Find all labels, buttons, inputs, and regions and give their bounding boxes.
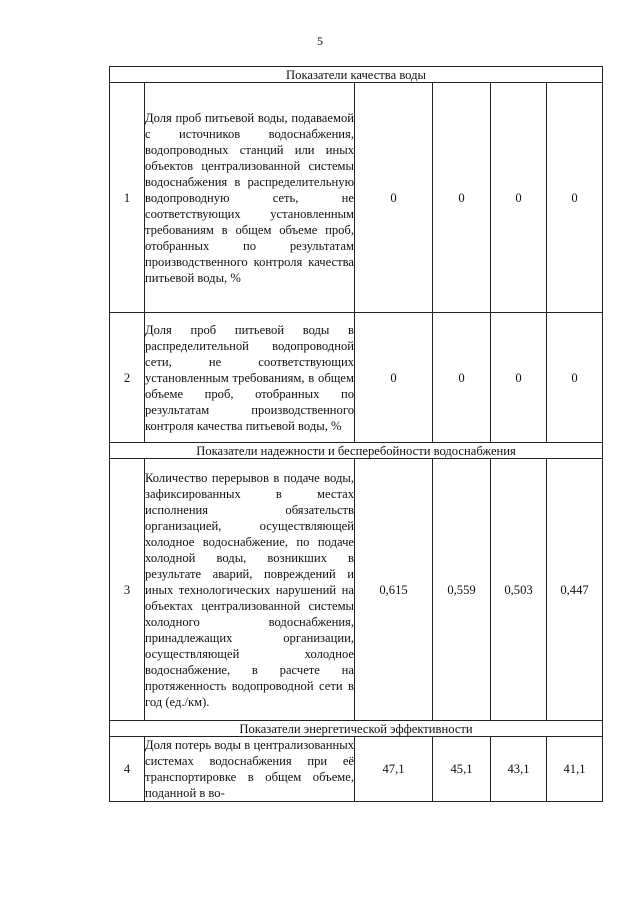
indicators-table [109, 66, 603, 802]
value-cell: 0 [491, 313, 547, 443]
value-cell: 0,615 [355, 459, 433, 721]
section-title-water-quality: Показатели качества воды [110, 67, 603, 83]
value-cell: 0 [547, 83, 603, 313]
table-row [110, 459, 603, 721]
value-cell: 0 [491, 83, 547, 313]
value-cell: 47,1 [355, 737, 433, 802]
row-number: 2 [110, 313, 145, 443]
table-row [110, 313, 603, 443]
section-header-row [110, 443, 603, 459]
section-title-reliability: Показатели надежности и бесперебойности водоснабжения [110, 443, 603, 459]
indicator-description: Доля потерь воды в централизованных системах водоснабжения при её транспортировке в общем объеме, поданной в во- [145, 738, 354, 800]
indicator-description: Количество перерывов в подаче воды, зафиксированных в местах исполнения обязательств организацией, осуществляющей холодное водоснабжение, по подаче холодной воды, возникших в результате аварий, повреждений и иных технологических нарушений на объектах централизованной системы холодного водоснабжения, принадлежащих организации, осуществляющей холодное водоснабжение, в расчете на протяженность водопроводной сети в год (ед./км). [145, 459, 355, 721]
section-header-row [110, 721, 603, 737]
row-number: 3 [110, 459, 145, 721]
value-cell: 0 [355, 313, 433, 443]
indicator-description: Доля проб питьевой воды, подаваемой с источников водоснабжения, водопроводных станций или иных объектов централизованной системы водоснабжения в распределительную водопроводную сеть, не соответствующих установленным требованиям в общем объеме проб, отобранных по результатам производственного контроля качества питьевой воды, % [145, 83, 355, 313]
value-cell: 41,1 [547, 737, 603, 802]
value-cell: 0 [355, 83, 433, 313]
section-title-energy-efficiency: Показатели энергетической эффективности [110, 721, 603, 737]
value-cell: 0 [547, 313, 603, 443]
value-cell: 0 [433, 313, 491, 443]
row-number: 4 [110, 737, 145, 802]
table-row [110, 737, 603, 802]
value-cell: 43,1 [491, 737, 547, 802]
value-cell: 0 [433, 83, 491, 313]
value-cell: 0,503 [491, 459, 547, 721]
page-number: 5 [317, 34, 323, 48]
indicator-description: Доля проб питьевой воды в распределительной водопроводной сети, не соответствующих установленным требованиям, в общем объеме проб, отобранных по результатам производственного контроля качества питьевой воды, % [145, 313, 355, 443]
table-row [110, 83, 603, 313]
section-header-row [110, 67, 603, 83]
row-number: 1 [110, 83, 145, 313]
value-cell: 45,1 [433, 737, 491, 802]
value-cell: 0,447 [547, 459, 603, 721]
value-cell: 0,559 [433, 459, 491, 721]
